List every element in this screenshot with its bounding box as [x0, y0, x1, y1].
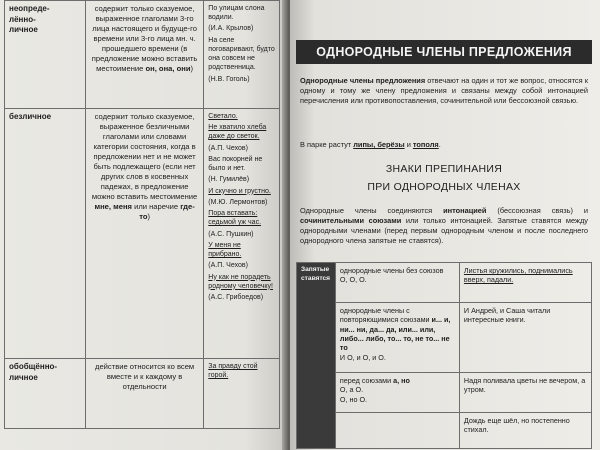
type-label: обобщённо- личное — [5, 359, 86, 429]
type-description: содержит только сказуемое, выраженное безличными глаголами или словами категории состояния, когда в предложении нет и не может быть подлежащего (если нет других слов в косвенных падежах, в предложение можно вставить местоимение мне, меня или наречие где-то) — [85, 109, 203, 359]
rule-key — [335, 413, 459, 449]
type-description: действие относится ко всем вместе и к каждому в отдельности — [85, 359, 203, 429]
intro-paragraph: Однородные члены предложения отвечают на один и тот же вопрос, относятся к одному и тому же члену предложения и связаны между собой интонацией перечисления или противопоставления, сочинительной или бессоюзной связью. — [300, 76, 588, 105]
subtitle-line2: ПРИ ОДНОРОДНЫХ ЧЛЕНАХ — [367, 181, 521, 193]
rule-key: перед союзами а, но О, а О. О, но О. — [335, 373, 459, 413]
left-page — [0, 0, 288, 450]
right-page — [290, 0, 600, 450]
rule-key: однородные члены с повторяющимися союзами и... и, ни... ни, да... да, или... или, либо... либо, то... то, не то... не то И О, и О, и О. — [335, 303, 459, 373]
rule-paragraph: Однородные члены соединяются интонацией (бессоюзная связь) и сочинительными союзами или только интонацией. Запятые ставятся между однородными членами (перед первым однородным членом и после последнего однородного члена запятые не ставятся). — [300, 206, 588, 245]
type-description: содержит только сказуемое, выраженное глаголами 3-го лица настоящего и будуще-го времени или 3-го лица мн. ч. прошедшего времени (в предложение можно вставить местоимение он, она, они) — [85, 1, 203, 109]
punctuation-table — [296, 262, 592, 449]
table-row — [5, 109, 280, 359]
type-examples: Светало. Не хватило хлеба даже до светок. (А.П. Чехов) Вас покорней не было и нет. (Н. Гумилёв) И скучно и грустно. (М.Ю. Лермонтов) Пора вставать: седьмой уж час. (А.С. Пушкин) У меня не прибрано. (А.П. Чехов) Ну как не порадеть родному человечку! (А.С. Грибоедов) — [204, 109, 280, 359]
rule-example: И Андрей, и Саша читали интересные книги. — [459, 303, 591, 373]
section-title: ОДНОРОДНЫЕ ЧЛЕНЫ ПРЕДЛОЖЕНИЯ — [296, 40, 592, 64]
type-label: безличное — [5, 109, 86, 359]
type-examples: За правду стой горой. — [204, 359, 280, 429]
table-row — [297, 303, 592, 373]
type-examples: По улицам слона водили. (И.А. Крылов) На селе поговаривают, будто она совсем не родственница. (Н.В. Гоголь) — [204, 1, 280, 109]
rule-key: однородные члены без союзов О, О, О. — [335, 263, 459, 303]
sentence-types-table — [4, 0, 280, 429]
rule-example: Листья кружились, поднимались вверх, падали. — [459, 263, 591, 303]
table-row — [297, 263, 592, 303]
table-row — [297, 413, 592, 449]
table-row — [297, 373, 592, 413]
table-header: Запятые ставятся — [297, 263, 336, 449]
table-row — [5, 1, 280, 109]
type-label: неопреде- лённо- личное — [5, 1, 86, 109]
intro-example: В парке растут липы, берёзы и тополя. — [300, 140, 441, 149]
rule-example: Надя поливала цветы не вечером, а утром. — [459, 373, 591, 413]
subtitle-line1: ЗНАКИ ПРЕПИНАНИЯ — [385, 163, 503, 175]
table-row — [5, 359, 280, 429]
rule-example: Дождь еще шёл, но постепенно стихал. — [459, 413, 591, 449]
